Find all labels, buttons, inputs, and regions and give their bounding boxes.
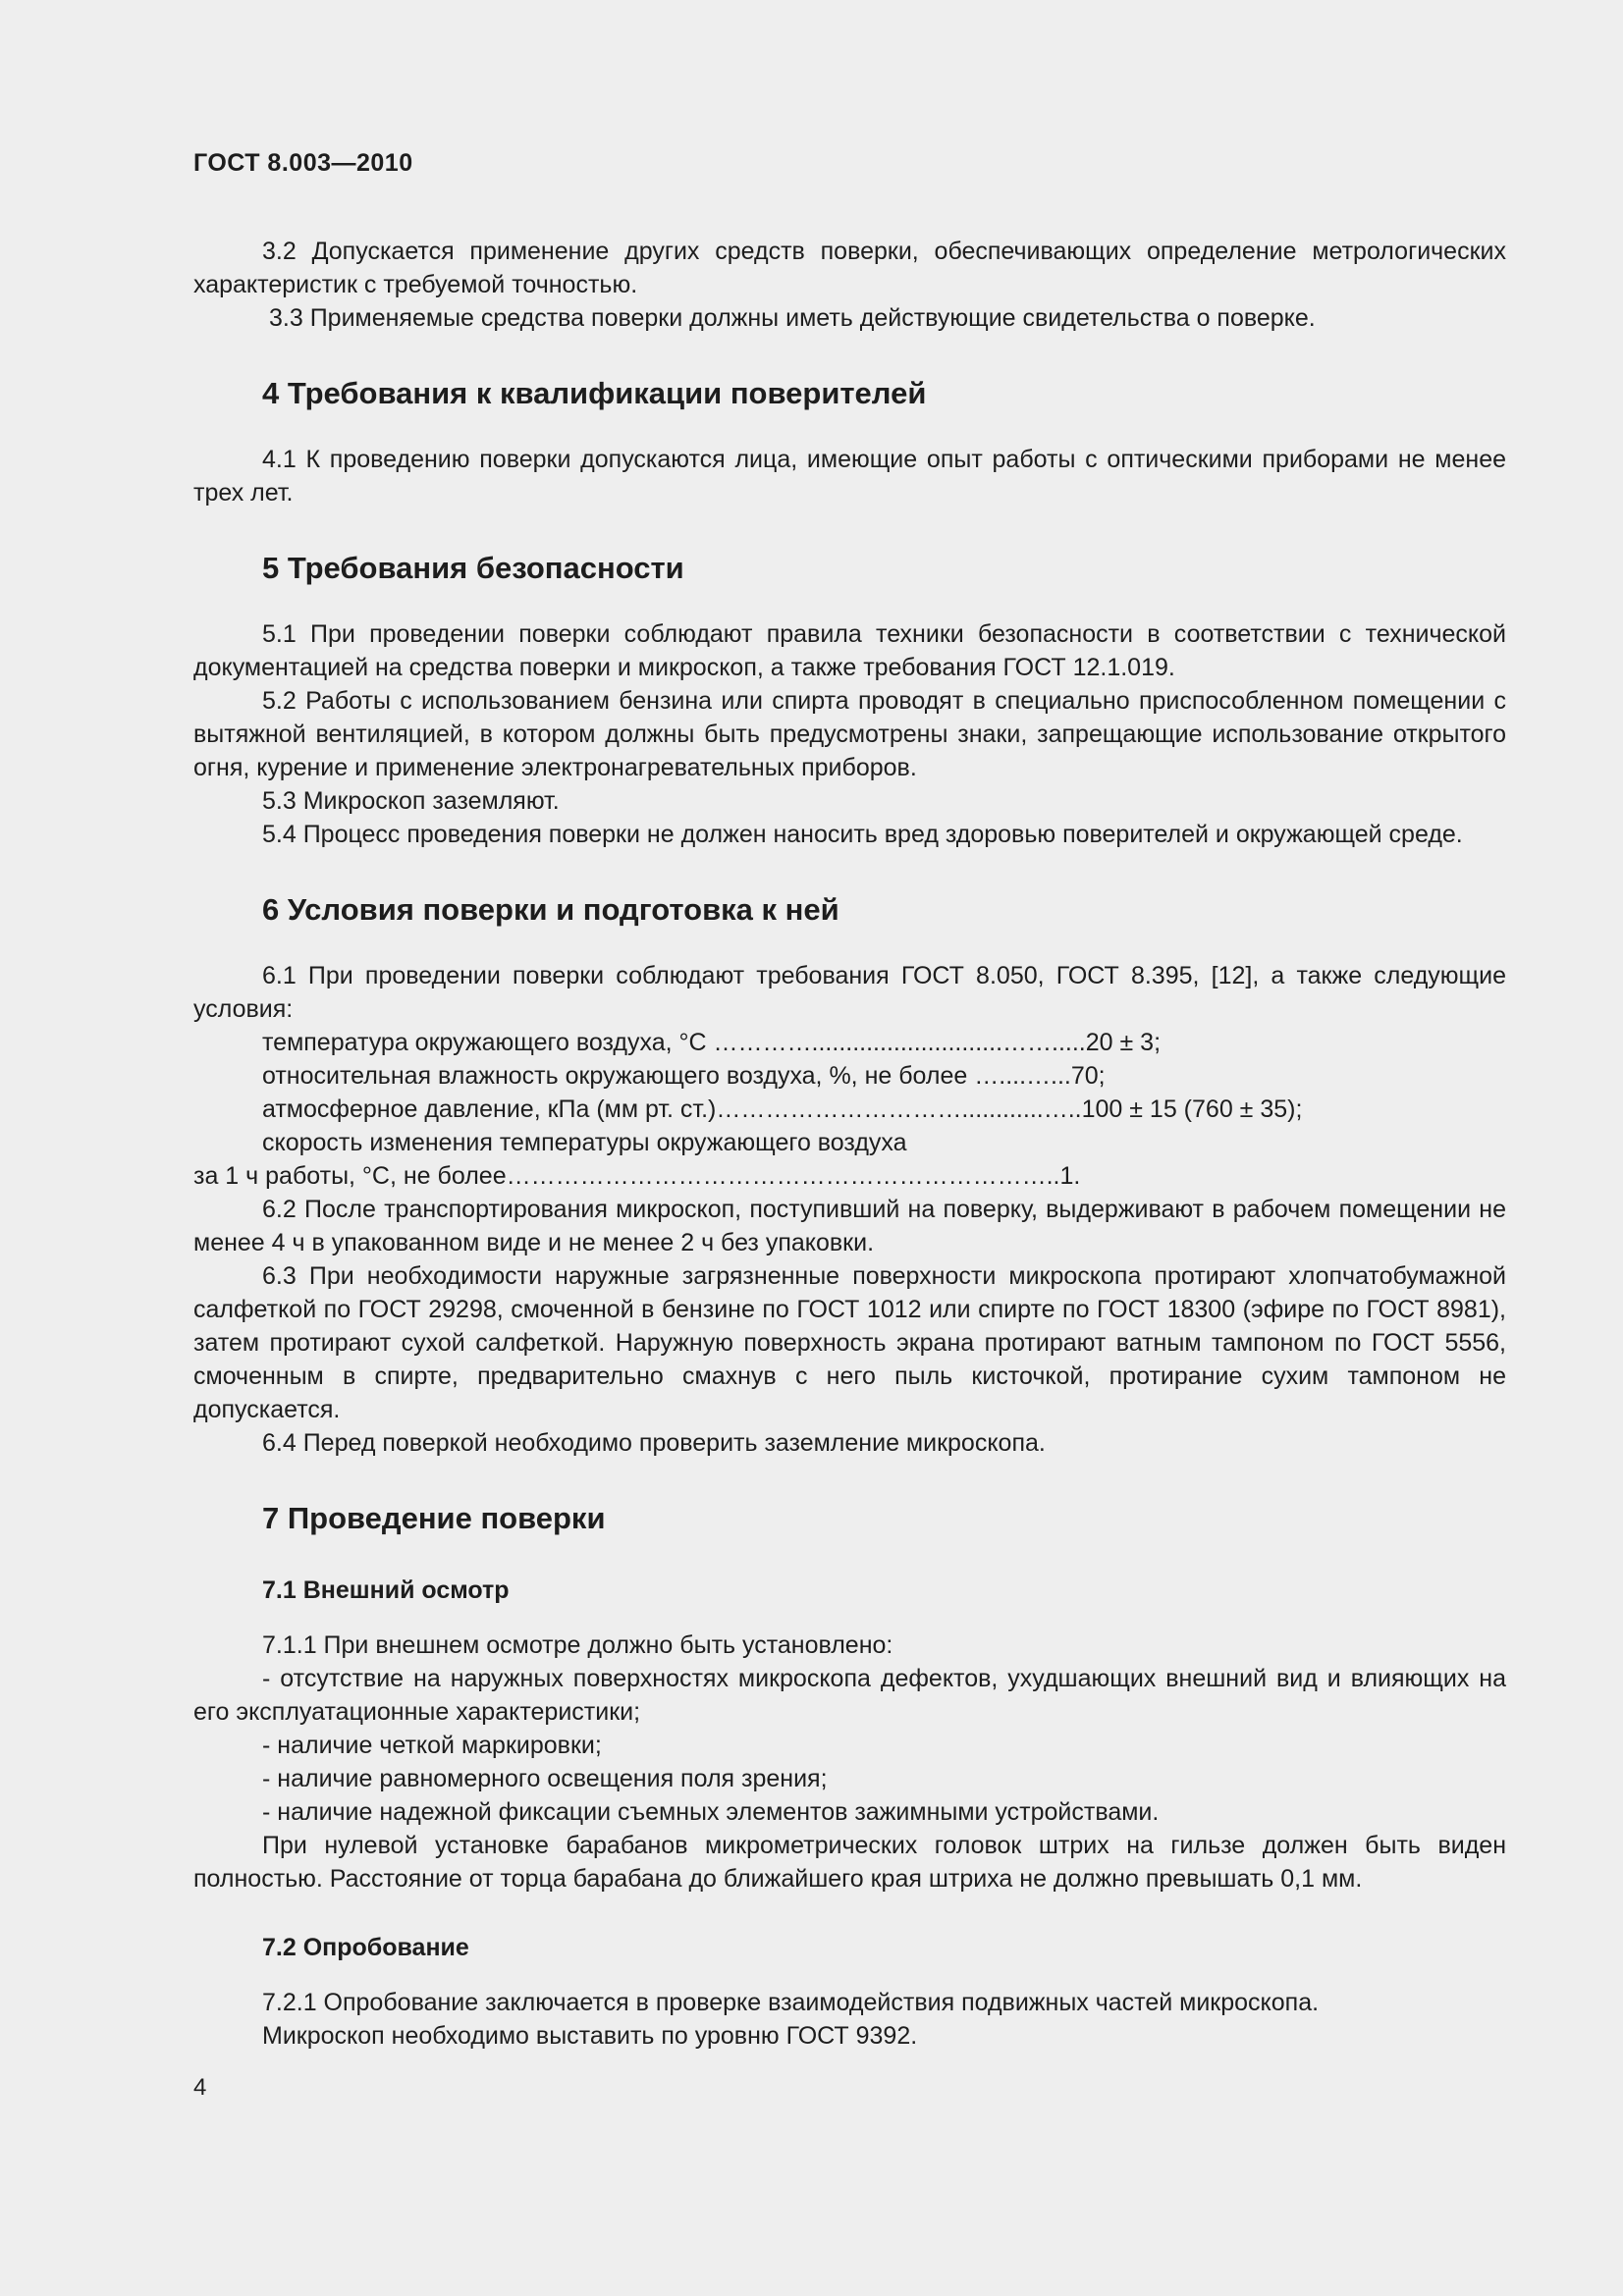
paragraph-7-2-1-level: Микроскоп необходимо выставить по уровню ГОСТ 9392. (262, 2022, 918, 2050)
section-7-title: 7 Проведение поверки (262, 1501, 606, 1535)
subsection-7-2-title: 7.2 Опробование (262, 1934, 469, 1961)
paragraph-4-1: 4.1 К проведению поверки допускаются лица, имеющие опыт работы с оптическими приборами не менее трех лет. (193, 446, 1506, 507)
paragraph-3-3: 3.3 Применяемые средства поверки должны иметь действующие свидетельства о поверке. (269, 304, 1316, 332)
section-4-title: 4 Требования к квалификации поверителей (262, 376, 927, 410)
paragraph-6-3: 6.3 При необходимости наружные загрязненные поверхности микроскопа протирают хлопчатобумажной салфеткой по ГОСТ 29298, смоченной в бензине по ГОСТ 1012 или спирте по ГОСТ 18300 (эфире по ГОСТ 8981), затем протирают сухой салфеткой. Наружную поверхность экрана протирают ватным тампоном по ГОСТ 5556, смоченным в спирте, предварительно смахнув с него пыль кисточкой, протирание сухим тампоном не допускается. (193, 1262, 1506, 1423)
list-item: - отсутствие на наружных поверхностях микроскопа дефектов, ухудшающих внешний вид и влияющих на его эксплуатационные характеристики; (193, 1665, 1506, 1726)
section-6-title: 6 Условия поверки и подготовка к ней (262, 892, 839, 927)
condition-rate-line-1: скорость изменения температуры окружающего воздуха (262, 1129, 907, 1156)
paragraph-6-1: 6.1 При проведении поверки соблюдают требования ГОСТ 8.050, ГОСТ 8.395, [12], а также следующие условия: (193, 962, 1506, 1023)
paragraph-7-1-1: 7.1.1 При внешнем осмотре должно быть установлено: (262, 1631, 893, 1659)
condition-temperature: температура окружающего воздуха, °С …………............................…….....20 ± 3; (262, 1029, 1162, 1056)
page-content (193, 137, 1506, 2053)
condition-rate-line-2: за 1 ч работы, °С, не более…………………………………………………………..1. (193, 1162, 1081, 1190)
subsection-7-1-title: 7.1 Внешний осмотр (262, 1576, 510, 1604)
paragraph-6-4: 6.4 Перед поверкой необходимо проверить заземление микроскопа. (262, 1429, 1046, 1457)
paragraph-5-1: 5.1 При проведении поверки соблюдают правила техники безопасности в соответствии с технической документацией на средства поверки и микроскоп, а также требования ГОСТ 12.1.019. (193, 620, 1506, 681)
section-5-title: 5 Требования безопасности (262, 551, 684, 585)
paragraph-5-2: 5.2 Работы с использованием бензина или спирта проводят в специально приспособленном помещении с вытяжной вентиляцией, в котором должны быть предусмотрены знаки, запрещающие использование открытого огня, курение и применение электронагревательных приборов. (193, 687, 1506, 781)
paragraph-5-4: 5.4 Процесс проведения поверки не должен наносить вред здоровью поверителей и окружающей среде. (262, 821, 1463, 848)
paragraph-7-2-1: 7.2.1 Опробование заключается в проверке взаимодействия подвижных частей микроскопа. (262, 1989, 1320, 2016)
paragraph-zero-setting: При нулевой установке барабанов микрометрических головок штрих на гильзе должен быть виден полностью. Расстояние от торца барабана до ближайшего края штриха не должно превышать 0,1 мм. (193, 1832, 1506, 1893)
list-item: - наличие равномерного освещения поля зрения; (262, 1765, 828, 1792)
list-item: - наличие четкой маркировки; (262, 1732, 602, 1759)
paragraph-6-2: 6.2 После транспортирования микроскоп, поступивший на поверку, выдерживают в рабочем помещении не менее 4 ч в упакованном виде и не менее 2 ч без упаковки. (193, 1196, 1506, 1256)
document-code-header: ГОСТ 8.003—2010 (193, 149, 413, 177)
list-item: - наличие надежной фиксации съемных элементов зажимными устройствами. (262, 1798, 1160, 1826)
paragraph-5-3: 5.3 Микроскоп заземляют. (262, 787, 560, 815)
paragraph-3-2: 3.2 Допускается применение других средств поверки, обеспечивающих определение метрологических характеристик с требуемой точностью. (193, 238, 1506, 298)
condition-pressure: атмосферное давление, кПа (мм рт. ст.)…………………………............…..100 ± 15 (760 ± 35); (262, 1095, 1303, 1123)
page-number: 4 (193, 2074, 207, 2101)
condition-humidity: относительная влажность окружающего воздуха, %, не более …....…...70; (262, 1062, 1106, 1090)
